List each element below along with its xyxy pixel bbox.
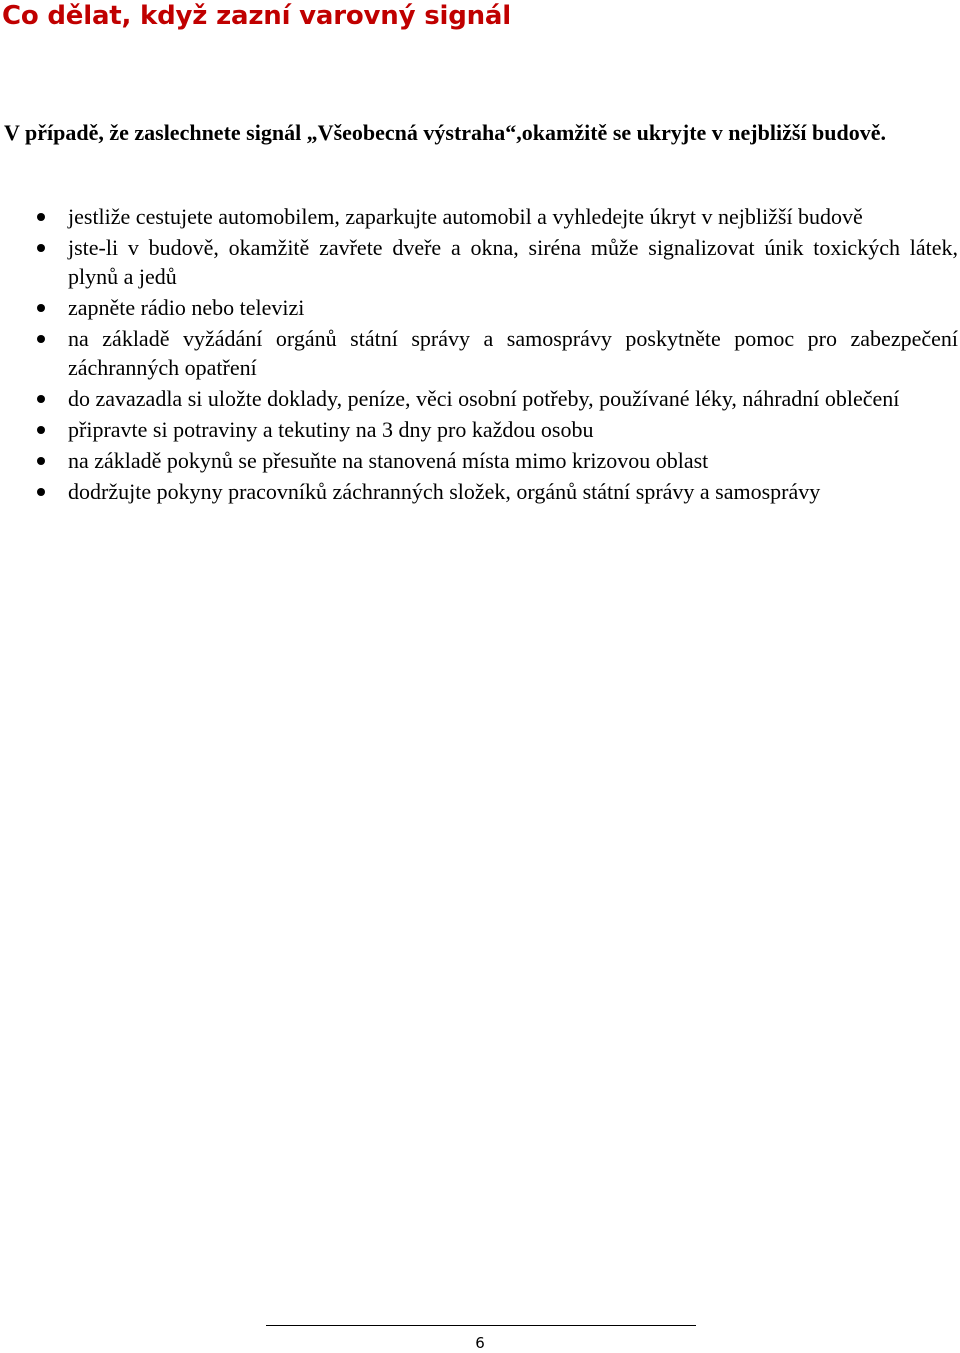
list-item (0, 446, 958, 475)
list-item (0, 324, 958, 382)
bullet-icon (37, 457, 45, 465)
list-item (0, 293, 958, 322)
bullet-icon (37, 395, 45, 403)
list-item (0, 415, 958, 444)
list-item-text: připravte si potraviny a tekutiny na 3 dny pro každou osobu (68, 417, 594, 442)
list-item-text: jste-li v budově, okamžitě zavřete dveře a okna, siréna může signalizovat únik toxických látek, plynů a jedů (68, 235, 958, 289)
bullet-icon (37, 335, 45, 343)
list-item (0, 384, 958, 413)
footer-divider (266, 1325, 696, 1326)
intro-paragraph: V případě, že zaslechnete signál „Všeobecná výstraha“,okamžitě se ukryjte v nejbližší budově. (4, 120, 886, 145)
instruction-list (0, 202, 958, 508)
list-item (0, 233, 958, 291)
bullet-icon (37, 244, 45, 252)
list-item-text: do zavazadla si uložte doklady, peníze, věci osobní potřeby, používané léky, náhradní oblečení (68, 386, 900, 411)
bullet-icon (37, 426, 45, 434)
list-item-text: dodržujte pokyny pracovníků záchranných složek, orgánů státní správy a samosprávy (68, 479, 821, 504)
page-title: Co dělat, když zazní varovný signál (2, 1, 511, 31)
bullet-icon (37, 488, 45, 496)
list-item (0, 202, 958, 231)
list-item-text: na základě pokynů se přesuňte na stanovená místa mimo krizovou oblast (68, 448, 709, 473)
list-item (0, 477, 958, 506)
list-item-text: na základě vyžádání orgánů státní správy a samosprávy poskytněte pomoc pro zabezpečení záchranných opatření (68, 326, 958, 380)
bullet-icon (37, 213, 45, 221)
page-number: 6 (475, 1334, 485, 1352)
list-item-text: zapněte rádio nebo televizi (68, 295, 305, 320)
bullet-icon (37, 304, 45, 312)
list-item-text: jestliže cestujete automobilem, zaparkujte automobil a vyhledejte úkryt v nejbližší budově (68, 204, 863, 229)
